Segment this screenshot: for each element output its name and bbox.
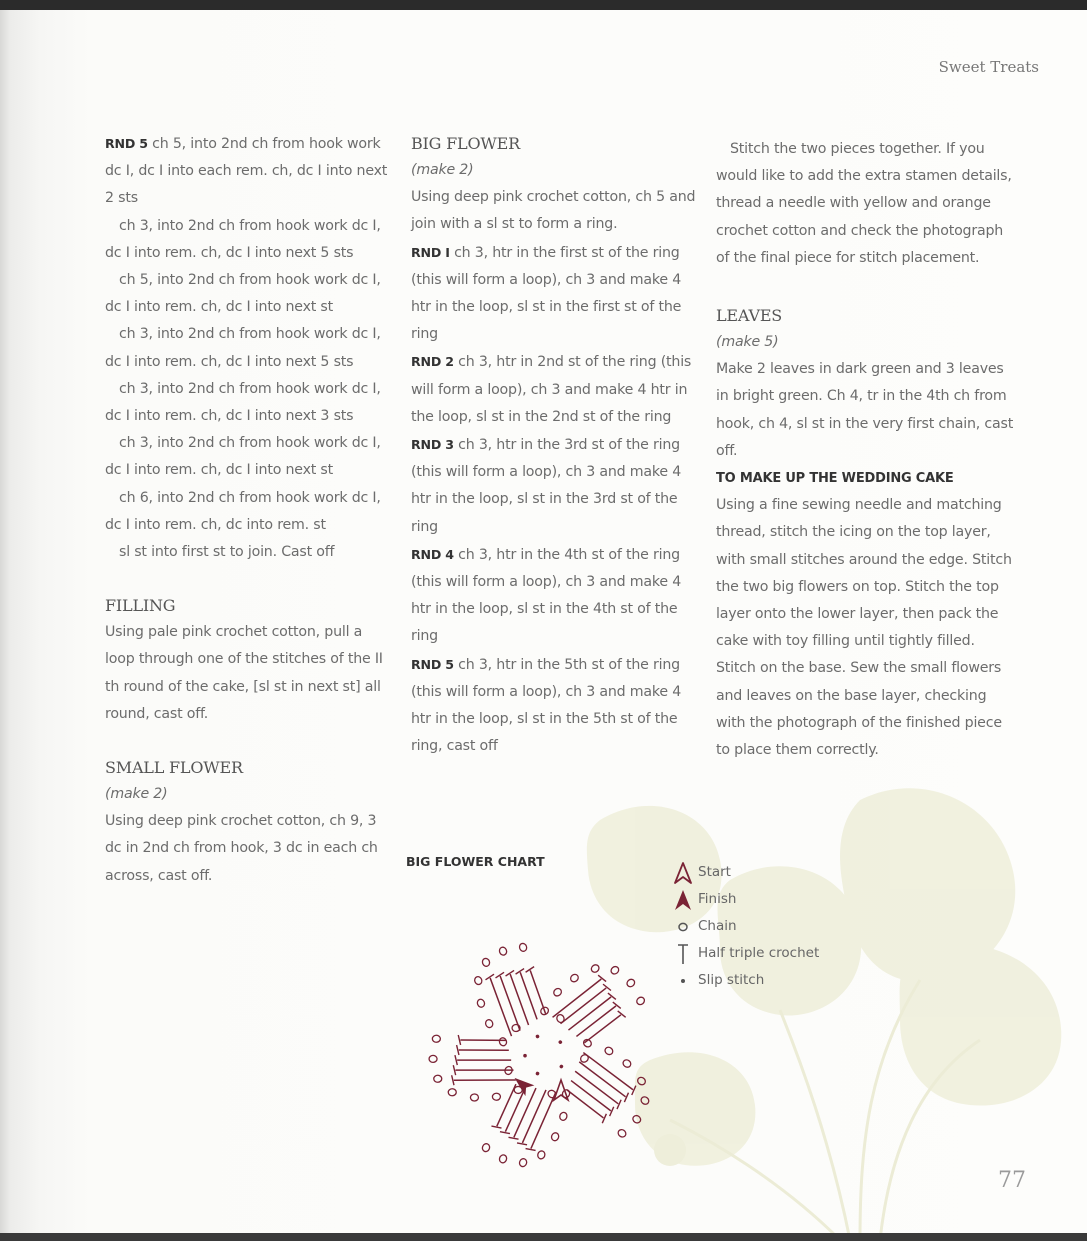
- chain-stitch: [550, 1132, 559, 1142]
- column-middle: [411, 130, 701, 760]
- chain-stitch: [429, 1055, 437, 1062]
- rnd5-line-1: ch 5, into 2nd ch from hook work dc I, dc I into each rem. ch, dc I into next 2 sts: [105, 136, 388, 207]
- chain-stitch: [498, 1154, 507, 1164]
- filling-title: FILLING: [105, 596, 176, 616]
- stitch-together-text: Stitch the two pieces together. If you would like to add the extra stamen details, thread a needle with yellow and orange crochet cotton and check the photograph of the final piece for stitch placement.: [716, 141, 1012, 266]
- legend-label: Chain: [698, 918, 737, 934]
- htr-stitch-cap: [491, 1124, 501, 1130]
- chain-stitch: [640, 1095, 651, 1105]
- rnd5-line-2: ch 3, into 2nd ch from hook work dc I, dc I into rem. ch, dc I into next 5 sts: [105, 217, 381, 261]
- round-label: RND 3: [411, 437, 454, 453]
- legend-item-chain: [668, 913, 819, 940]
- chart-title: BIG FLOWER CHART: [406, 854, 545, 869]
- htr-stitch: [584, 1013, 621, 1044]
- htr-stitch: [518, 972, 539, 1019]
- leaves-title: LEAVES: [716, 306, 783, 326]
- round-label: RND 4: [411, 546, 454, 562]
- rnd5-line-5: ch 3, into 2nd ch from hook work dc I, dc I into rem. ch, dc I into next 3 sts: [105, 380, 381, 425]
- chain-stitch: [448, 1089, 456, 1096]
- rnd5-paragraph: [105, 130, 395, 213]
- big-flower-make: (make 2): [411, 162, 474, 178]
- round-label: RND 2: [411, 354, 454, 370]
- chain-stitch: [635, 996, 646, 1007]
- htr-stitch-cap: [615, 1100, 622, 1109]
- slip-stitch: [558, 1040, 563, 1045]
- chain-stitch: [537, 1150, 546, 1160]
- running-header: Sweet Treats: [938, 58, 1039, 76]
- htr-stitch-cap: [457, 1045, 459, 1055]
- htr-stitch: [459, 1048, 509, 1052]
- htr-stitch: [508, 974, 530, 1025]
- chart-petal: [531, 947, 654, 1067]
- htr-stitch: [498, 976, 522, 1031]
- chain-stitch: [432, 1035, 440, 1042]
- chart-petal: [542, 1030, 665, 1148]
- htr-stitch-cap: [458, 1035, 460, 1045]
- chain-stitch: [492, 1093, 500, 1100]
- small-flower-make: (make 2): [105, 786, 168, 803]
- legend-item-htr: [668, 940, 819, 967]
- chain-stitch: [569, 973, 580, 984]
- chart-legend: [668, 859, 819, 994]
- chain-stitch: [470, 1094, 478, 1101]
- htr-stitch-cap: [517, 1141, 527, 1147]
- htr-stitch-cap: [453, 1065, 455, 1075]
- round-4: [411, 541, 701, 651]
- chain-stitch: [622, 1058, 633, 1068]
- legend-label: Start: [698, 864, 731, 880]
- chain-stitch: [590, 963, 601, 974]
- round-text: ch 3, htr in 2nd st of the ring (this will form a loop), ch 3 and make 4 htr in the loop, sl st in the 2nd st of the ring: [411, 354, 692, 425]
- legend-item-finish: [668, 886, 819, 913]
- htr-stitch: [531, 1091, 556, 1149]
- legend-label: Half triple crochet: [698, 945, 820, 961]
- chain-stitch: [476, 998, 485, 1008]
- htr-stitch-cap: [608, 1107, 615, 1116]
- htr-stitch: [454, 1078, 516, 1082]
- leaves-text: Make 2 leaves in dark green and 3 leaves in bright green. Ch 4, tr in the 4th ch from hook, ch 4, sl st in the very first chain, cast off.: [716, 361, 1014, 459]
- chain-stitch: [498, 1037, 507, 1047]
- htr-stitch-cap: [601, 1114, 608, 1123]
- round-5: [411, 651, 701, 761]
- slip-stitch: [535, 1071, 540, 1076]
- chain-stitch: [582, 1038, 593, 1048]
- chain-stitch: [631, 1114, 642, 1124]
- htr-stitch-cap: [509, 1135, 519, 1141]
- chart-petal: [461, 936, 567, 1055]
- htr-stitch-cap: [500, 1130, 510, 1136]
- legend-item-start: [668, 859, 819, 886]
- spacer: [716, 272, 1016, 302]
- start-arrow-icon: [668, 862, 698, 884]
- chain-stitch: [518, 942, 527, 952]
- chain-stitch: [518, 1158, 527, 1168]
- htr-stitch: [570, 1081, 612, 1111]
- htr-stitch-cap: [455, 1055, 457, 1065]
- chain-stitch: [610, 965, 621, 976]
- small-flower-text: Using deep pink crochet cotton, ch 9, 3 dc in 2nd ch from hook, 3 dc in each ch across, cast off.: [105, 813, 378, 884]
- spacer: [105, 566, 395, 592]
- chain-stitch: [617, 1128, 628, 1138]
- chart-petal: [472, 1060, 578, 1170]
- scan-top-edge: [0, 0, 1087, 10]
- round-1: [411, 239, 701, 349]
- chain-stitch: [481, 957, 490, 967]
- round-label: RND 5: [411, 656, 454, 672]
- htr-stitch-cap: [526, 1147, 536, 1153]
- round-2: [411, 348, 701, 431]
- scan-bottom-edge: [0, 1233, 1087, 1241]
- column-right: [716, 136, 1016, 764]
- slip-stitch: [535, 1034, 540, 1039]
- round-text: ch 3, htr in the first st of the ring (this will form a loop), ch 3 and make 4 htr in the loop, sl st in the first st of the ring: [411, 244, 682, 343]
- chain-stitch: [484, 1019, 493, 1029]
- slip-stitch: [559, 1064, 564, 1069]
- chain-stitch: [481, 1143, 490, 1153]
- htr-stitch: [497, 1083, 516, 1126]
- leaves-make: (make 5): [716, 334, 779, 351]
- htr-stitch-cap: [630, 1086, 637, 1095]
- chain-stitch: [604, 1046, 615, 1056]
- round-text: ch 3, htr in the 5th st of the ring (this will form a loop), ch 3 and make 4 htr in the loop, sl st in the 5th st of the ring, cast off: [411, 656, 682, 755]
- rnd5-line-4: ch 3, into 2nd ch from hook work dc I, dc I into rem. ch, dc I into next 5 sts: [105, 326, 381, 370]
- big-flower-intro: Using deep pink crochet cotton, ch 5 and join with a sl st to form a ring.: [411, 189, 696, 233]
- htr-stitch-cap: [452, 1075, 454, 1085]
- legend-label: Finish: [698, 891, 737, 907]
- page-number: 77: [998, 1168, 1026, 1193]
- chain-stitch: [474, 976, 483, 986]
- chain-stitch: [434, 1075, 442, 1082]
- chain-stitch: [552, 987, 563, 998]
- big-flower-title: BIG FLOWER: [411, 134, 520, 153]
- filling-text: Using pale pink crochet cotton, pull a loop through one of the stitches of the II th round of the cake, [sl st in next st] all round, cast off.: [105, 624, 383, 722]
- htr-stitch: [566, 1090, 605, 1118]
- round-text: ch 3, htr in the 4th st of the ring (this will form a loop), ch 3 and make 4 htr in the loop, sl st in the 4th st of the ring: [411, 546, 682, 645]
- htr-stitch-cap: [623, 1093, 630, 1102]
- chain-stitch: [636, 1076, 647, 1086]
- makeup-text: Using a fine sewing needle and matching thread, stitch the icing on the top layer, with small stitches around the edge. Stitch the two big flowers on top. Stitch the top layer onto the lower layer, then pack the cake with toy filling until tightly filled. Stitch on the base. Sew the small flowers and leaves on the base layer, checking with the photograph of the finished piece to place them correctly.: [716, 497, 1012, 759]
- small-flower-title: SMALL FLOWER: [105, 758, 243, 778]
- legend-item-slip-stitch: [668, 967, 819, 994]
- chain-stitch: [498, 946, 507, 956]
- rnd5-line-8: sl st into first st to join. Cast off: [119, 544, 335, 561]
- slip-stitch: [523, 1054, 527, 1058]
- makeup-title: TO MAKE UP THE WEDDING CAKE: [716, 471, 954, 487]
- rnd5-label: RND 5: [105, 136, 148, 151]
- rnd5-line-7: ch 6, into 2nd ch from hook work dc I, dc I into rem. ch, dc into rem. st: [105, 489, 381, 533]
- round-text: ch 3, htr in the 3rd st of the ring (this will form a loop), ch 3 and make 4 htr in the loop, sl st in the 3rd st of the ring: [411, 437, 682, 535]
- legend-label: Slip stitch: [698, 972, 765, 988]
- spacer: [105, 728, 395, 754]
- big-flower-chart: [395, 900, 685, 1170]
- round-3: [411, 431, 701, 541]
- htr-stitch: [457, 1058, 511, 1062]
- htr-stitch: [522, 1089, 546, 1144]
- round-label: RND I: [411, 244, 450, 260]
- chain-stitch: [559, 1111, 568, 1121]
- rnd5-line-3: ch 5, into 2nd ch from hook work dc I, dc I into rem. ch, dc I into next st: [105, 272, 381, 316]
- chain-stitch: [625, 978, 636, 989]
- htr-stitch: [488, 978, 513, 1036]
- rnd5-line-6: ch 3, into 2nd ch from hook work dc I, dc I into rem. ch, dc I into next st: [105, 435, 381, 479]
- column-left: [105, 130, 395, 890]
